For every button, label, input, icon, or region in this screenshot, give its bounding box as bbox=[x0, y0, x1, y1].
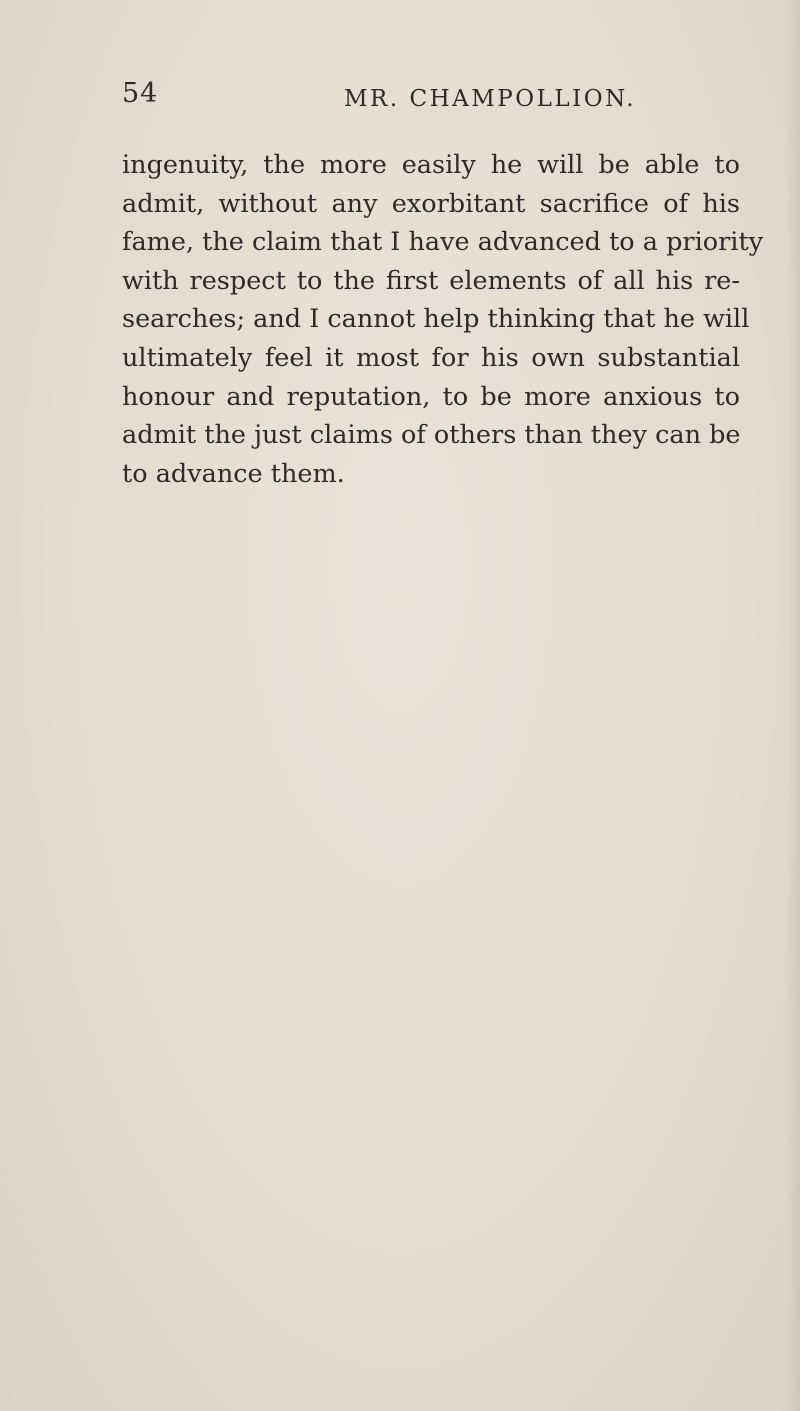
text-line: honour and reputation, to be more anxious to bbox=[122, 381, 740, 412]
body-text bbox=[122, 146, 764, 493]
text-line: searches; and I cannot help thinking that he will bbox=[122, 304, 750, 335]
page-edge-shadow bbox=[786, 0, 800, 1411]
text-line: to advance them. bbox=[122, 458, 345, 489]
text-line: ultimately feel it most for his own substantial bbox=[122, 342, 740, 373]
text-line: with respect to the first elements of all his re- bbox=[122, 265, 740, 296]
text-line: admit, without any exorbitant sacrifice of his bbox=[122, 188, 740, 219]
running-head: MR. CHAMPOLLION. bbox=[344, 86, 637, 112]
text-line: admit the just claims of others than they can be bbox=[122, 420, 741, 451]
text-line: fame, the claim that I have advanced to a priority bbox=[122, 227, 764, 258]
page-number: 54 bbox=[122, 78, 159, 109]
text-line: ingenuity, the more easily he will be able to bbox=[122, 150, 740, 180]
